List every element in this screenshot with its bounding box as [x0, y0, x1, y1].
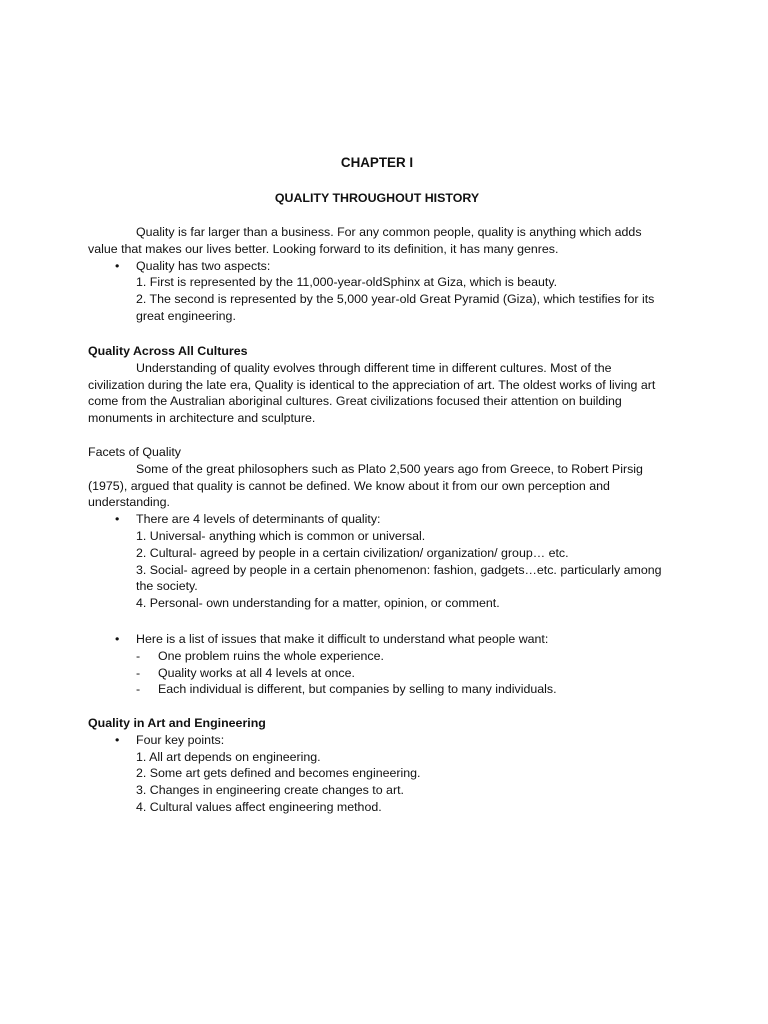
issues-section [88, 631, 668, 698]
cultures-section [88, 343, 668, 427]
section-heading: Facets of Quality [88, 445, 181, 459]
intro-section [88, 224, 668, 325]
issue-text: Each individual is different, but companies by selling to many individuals. [158, 682, 557, 697]
section-heading: Quality in Art and Engineering [88, 716, 266, 730]
list-item [88, 631, 668, 648]
list-item: 2. The second is represented by the 5,000 year-old Great Pyramid (Giza), which testifies for its great engineering. [136, 292, 655, 323]
bullet-text: There are 4 levels of determinants of quality: [136, 512, 381, 527]
bullet-icon: • [115, 258, 120, 273]
list-item: 3. Social- agreed by people in a certain phenomenon: fashion, gadgets…etc. particularly among the society. [136, 562, 662, 594]
issue-text: Quality works at all 4 levels at once. [158, 665, 355, 680]
list-item: 1. All art depends on engineering. [136, 749, 321, 764]
section-paragraph: Some of the great philosophers such as Plato 2,500 years ago from Greece, to Robert Pirsig (1975), argued that quality is cannot be defined. We know about it from our own perception and understanding. [88, 461, 643, 510]
art-section [88, 715, 668, 816]
list-item [88, 258, 668, 275]
list-item: 4. Cultural values affect engineering method. [136, 799, 382, 814]
list-item: 2. Cultural- agreed by people in a certain civilization/ organization/ group… etc. [136, 545, 569, 560]
list-item [88, 681, 668, 698]
bullet-text: Here is a list of issues that make it difficult to understand what people want: [136, 632, 549, 646]
section-paragraph: Understanding of quality evolves through different time in different cultures. Most of the civilization during the late era, Quality is identical to the appreciation of art. The oldest works of living art come from the Australian aboriginal cultures. Great civilizations focused their attention on building monuments in architecture and sculpture. [88, 360, 656, 426]
page-title: QUALITY THROUGHOUT HISTORY [274, 191, 480, 205]
facets-section [88, 444, 668, 612]
list-item: 2. Some art gets defined and becomes engineering. [136, 766, 421, 781]
dash-icon: - [136, 682, 141, 697]
issue-text: One problem ruins the whole experience. [158, 648, 384, 663]
list-item: 1. First is represented by the 11,000-year-oldSphinx at Giza, which is beauty. [136, 275, 558, 290]
list-item [88, 511, 668, 528]
chapter-label: CHAPTER I [340, 155, 414, 170]
bullet-icon: • [115, 732, 120, 747]
intro-paragraph: Quality is far larger than a business. For any common people, quality is anything which adds value that makes our lives better. Looking forward to its definition, it has many genres. [88, 225, 642, 256]
list-item: 3. Changes in engineering create changes to art. [136, 783, 404, 798]
section-heading: Quality Across All Cultures [88, 344, 248, 358]
dash-icon: - [136, 648, 141, 663]
bullet-text: Four key points: [136, 732, 225, 747]
list-item: 1. Universal- anything which is common or universal. [136, 528, 426, 543]
bullet-icon: • [115, 632, 120, 646]
list-item: 4. Personal- own understanding for a matter, opinion, or comment. [136, 596, 500, 611]
list-item [88, 648, 668, 665]
bullet-text: Quality has two aspects: [136, 258, 271, 273]
list-item [88, 665, 668, 682]
bullet-icon: • [115, 512, 120, 527]
dash-icon: - [136, 665, 141, 680]
list-item [88, 732, 668, 749]
